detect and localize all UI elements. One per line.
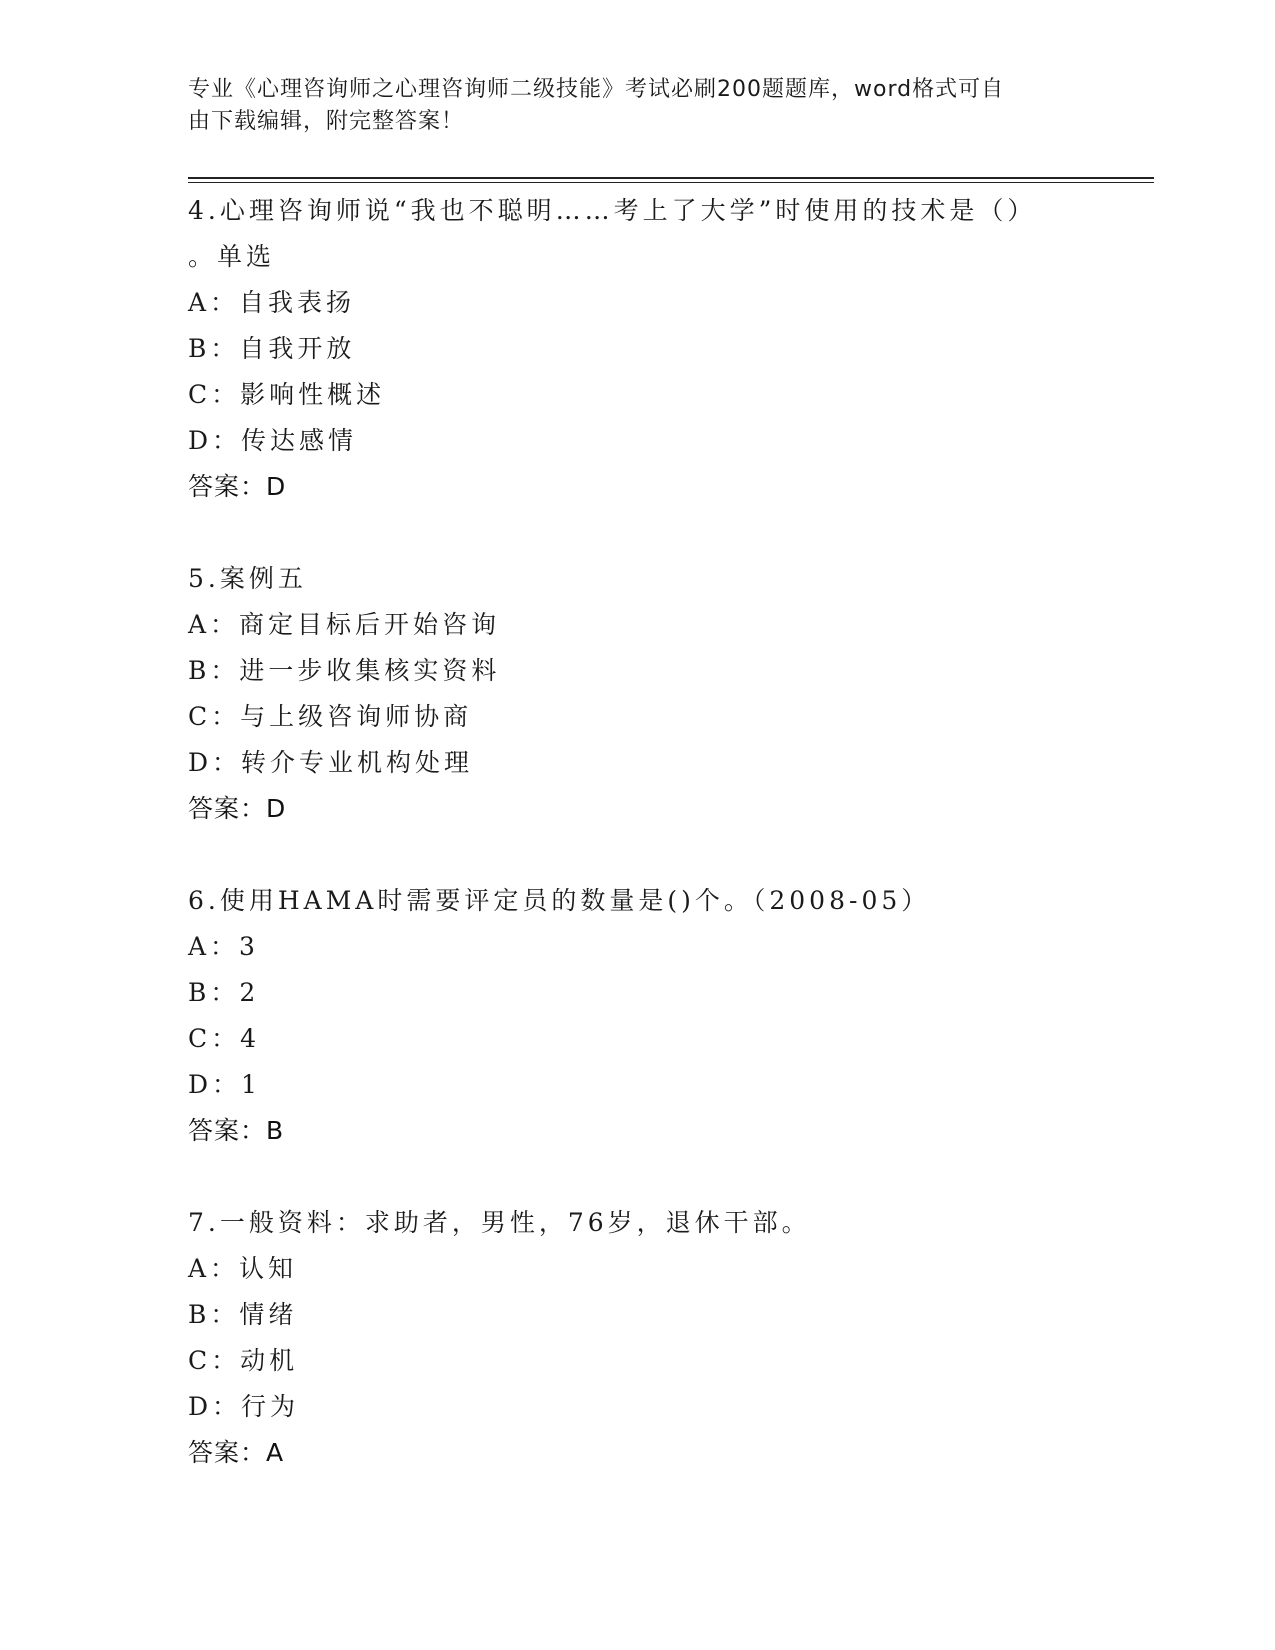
question-4: [188, 188, 1088, 510]
question-stem: 6.使用HAMA时需要评定员的数量是()个。（2008-05）: [188, 886, 931, 915]
option-b: B：自我开放: [188, 334, 356, 363]
option-a: A：3: [188, 932, 259, 961]
question-7: [188, 1200, 1088, 1476]
answer-line: 答案：D: [188, 794, 287, 823]
option-d: D：1: [188, 1070, 261, 1099]
answer-line: 答案：A: [188, 1438, 285, 1467]
header-divider-thin: [188, 182, 1154, 183]
answer-line: 答案：D: [188, 472, 287, 501]
option-c: C：与上级咨询师协商: [188, 702, 473, 731]
option-c: C：动机: [188, 1346, 299, 1375]
option-a: A：自我表扬: [188, 288, 356, 317]
option-a: A：认知: [188, 1254, 298, 1283]
question-5: [188, 556, 1088, 832]
question-6: [188, 878, 1088, 1154]
answer-line: 答案：B: [188, 1116, 285, 1145]
option-b: B：情绪: [188, 1300, 298, 1329]
question-stem: 7.一般资料：求助者，男性，76岁，退休干部。: [188, 1208, 811, 1237]
question-stem: 4.心理咨询师说“我也不聪明……考上了大学”时使用的技术是（）: [188, 196, 1037, 225]
option-c: C：影响性概述: [188, 380, 386, 409]
option-d: D：传达感情: [188, 426, 358, 455]
question-stem: 5.案例五: [188, 564, 307, 593]
option-a: A：商定目标后开始咨询: [188, 610, 501, 639]
question-stem-continued: 。单选: [188, 242, 276, 271]
header-divider-thick: [188, 177, 1154, 179]
option-d: D：行为: [188, 1392, 300, 1421]
header-line-2: 由下载编辑，附完整答案！: [188, 109, 465, 134]
option-b: B：进一步收集核实资料: [188, 656, 501, 685]
option-b: B：2: [188, 978, 260, 1007]
option-c: C：4: [188, 1024, 261, 1053]
document-header: [188, 74, 1068, 138]
option-d: D：转介专业机构处理: [188, 748, 474, 777]
header-line-1: 专业《心理咨询师之心理咨询师二级技能》考试必刷200题题库，word格式可自: [188, 77, 1005, 102]
